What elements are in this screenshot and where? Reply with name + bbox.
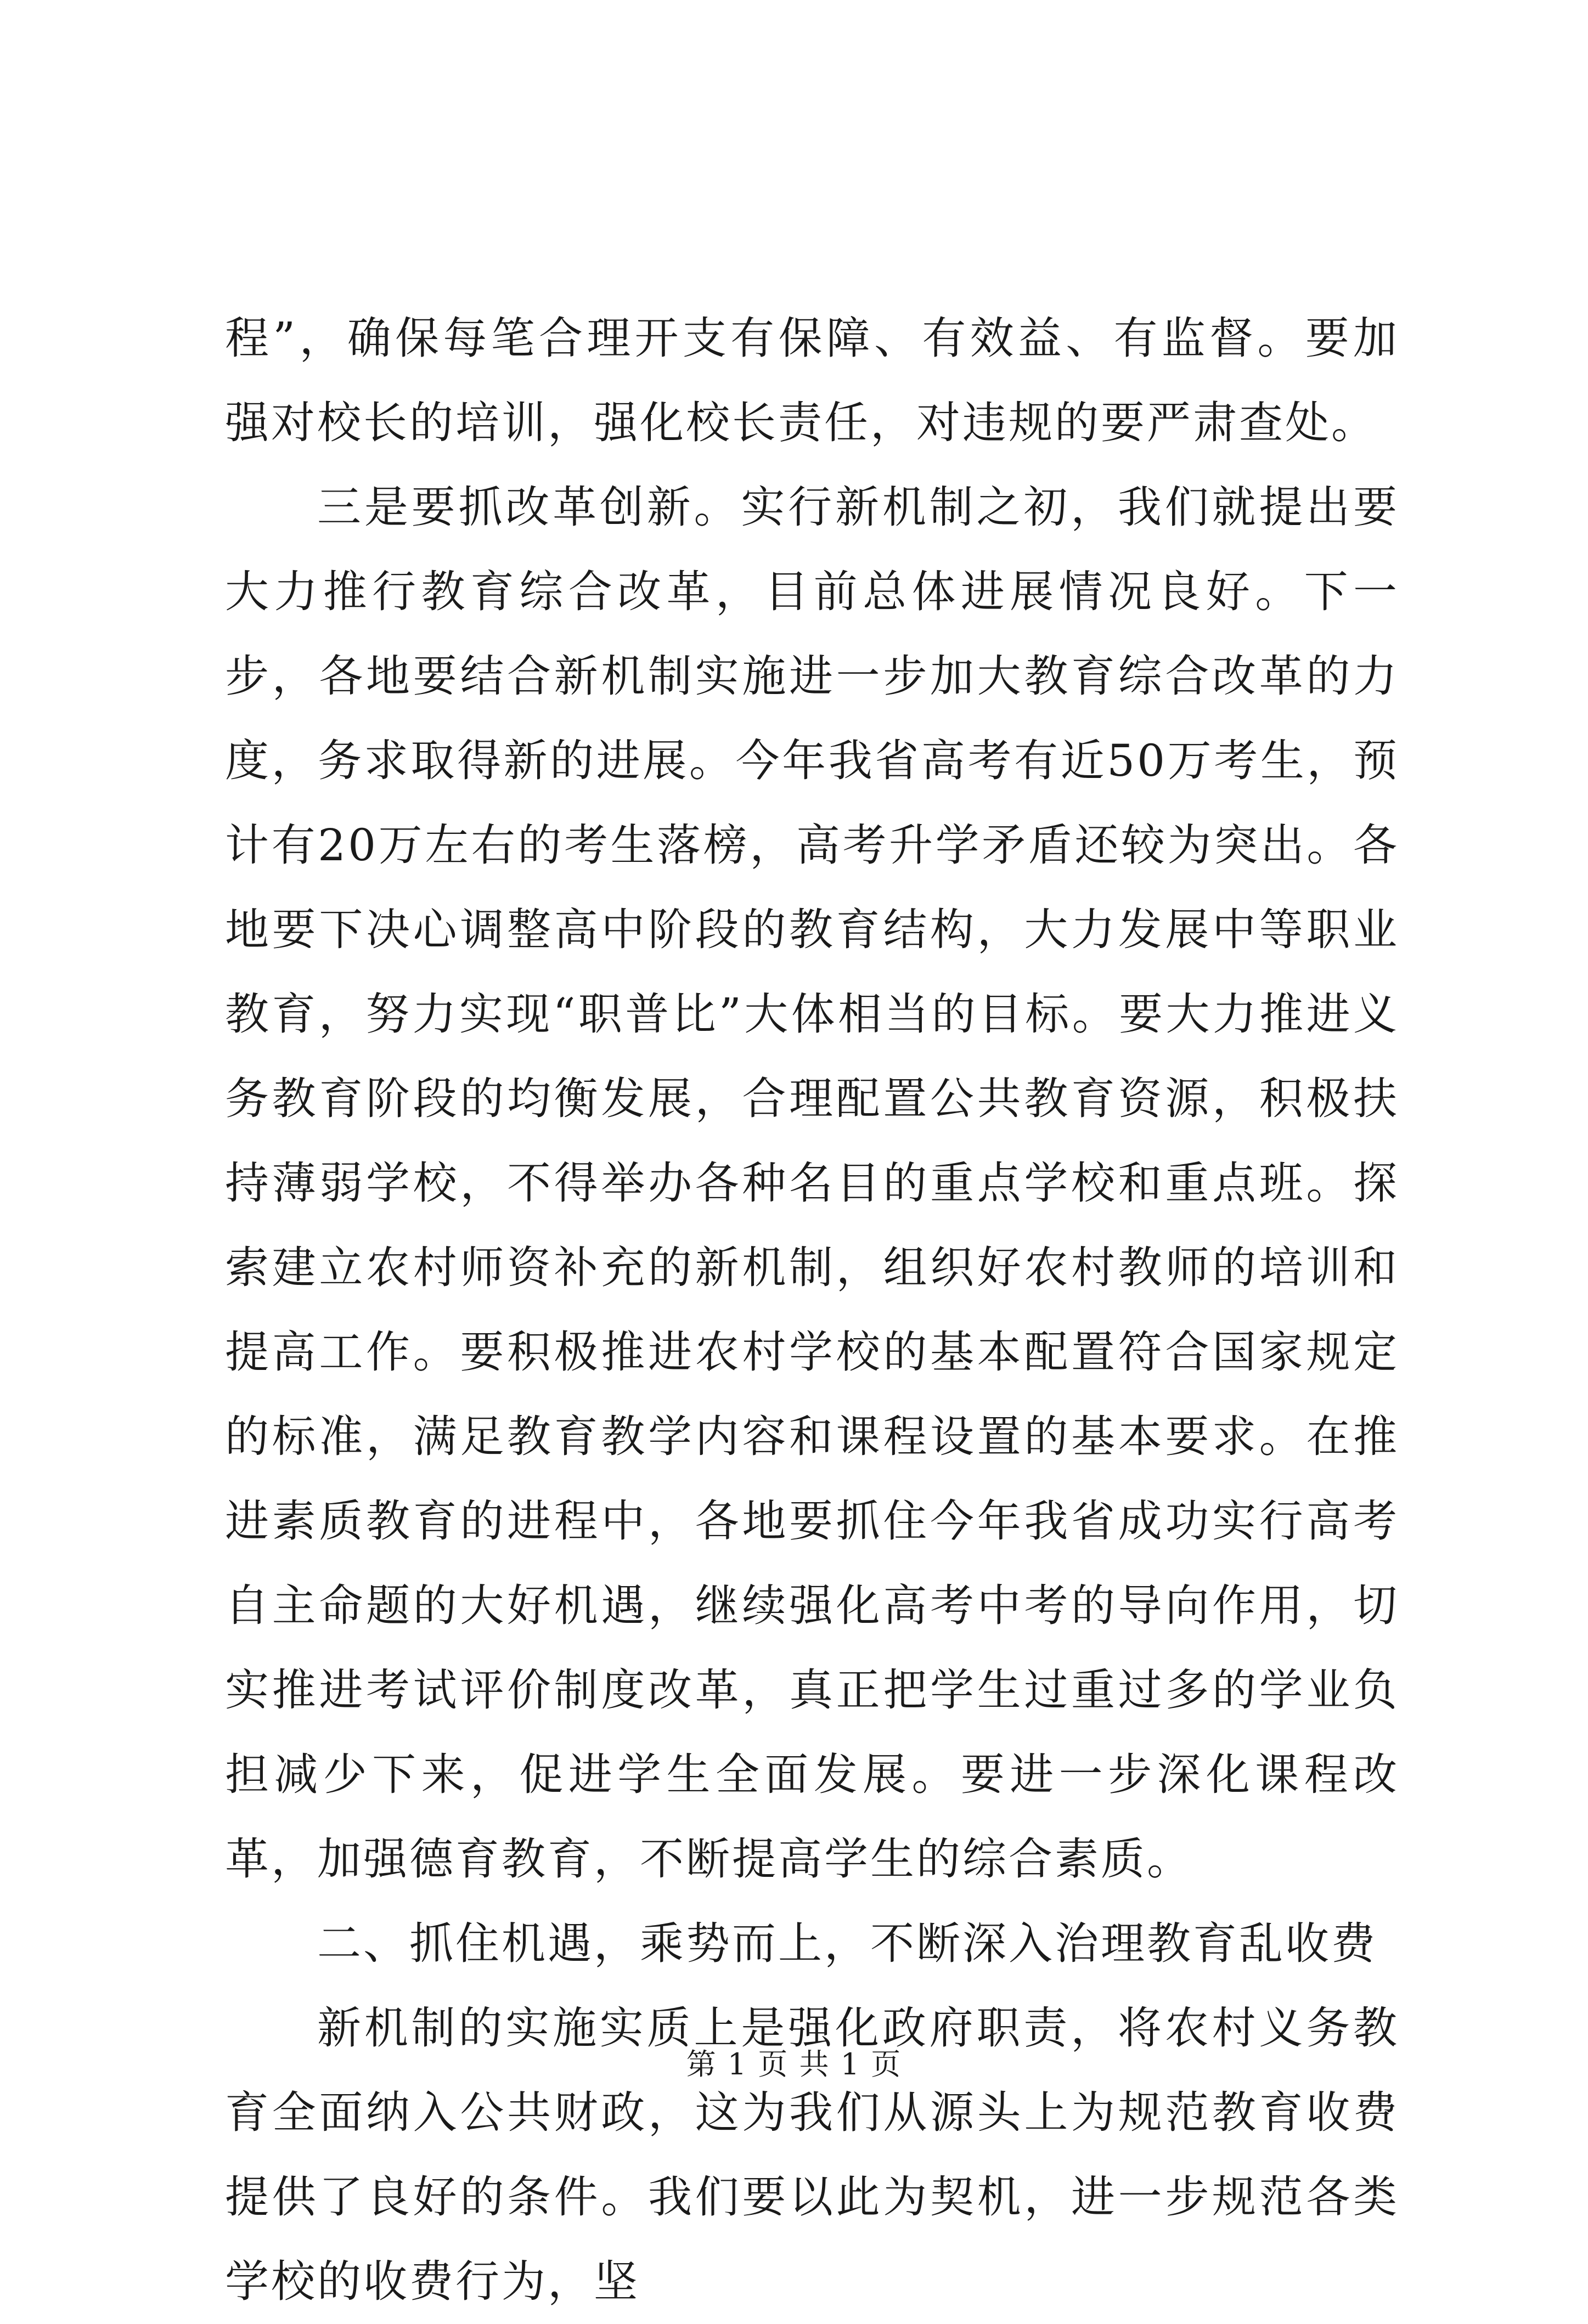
document-body	[225, 296, 1399, 2324]
paragraph-new-mechanism: 新机制的实施实质上是强化政府职责，将农村义务教育全面纳入公共财政，这为我们从源头上为规范教育收费提供了良好的条件。我们要以此为契机，进一步规范各类学校的收费行为，坚	[225, 2003, 1399, 2307]
page-footer: 第 1 页 共 1 页	[686, 2047, 902, 2082]
paragraph-continued: 程”，确保每笔合理开支有保障、有效益、有监督。要加强对校长的培训，强化校长责任，对违规的要严肃查处。	[225, 313, 1399, 448]
section-heading: 二、抓住机遇，乘势而上，不断深入治理教育乱收费	[317, 1918, 1377, 1969]
paragraph-reform-innovation: 三是要抓改革创新。实行新机制之初，我们就提出要大力推行教育综合改革，目前总体进展情况良好。下一步，各地要结合新机制实施进一步加大教育综合改革的力度，务求取得新的进展。今年我省高考有近50万考生，预计有20万左右的考生落榜，高考升学矛盾还较为突出。各地要下决心调整高中阶段的教育结构，大力发展中等职业教育，努力实现“职普比”大体相当的目标。要大力推进义务教育阶段的均衡发展，合理配置公共教育资源，积极扶持薄弱学校，不得举办各种名目的重点学校和重点班。探索建立农村师资补充的新机制，组织好农村教师的培训和提高工作。要积极推进农村学校的基本配置符合国家规定的标准，满足教育教学内容和课程设置的基本要求。在推进素质教育的进程中，各地要抓住今年我省成功实行高考自主命题的大好机遇，继续强化高考中考的导向作用，切实推进考试评价制度改革，真正把学生过重过多的学业负担减少下来，促进学生全面发展。要进一步深化课程改革，加强德育教育，不断提高学生的综合素质。	[225, 482, 1399, 1885]
